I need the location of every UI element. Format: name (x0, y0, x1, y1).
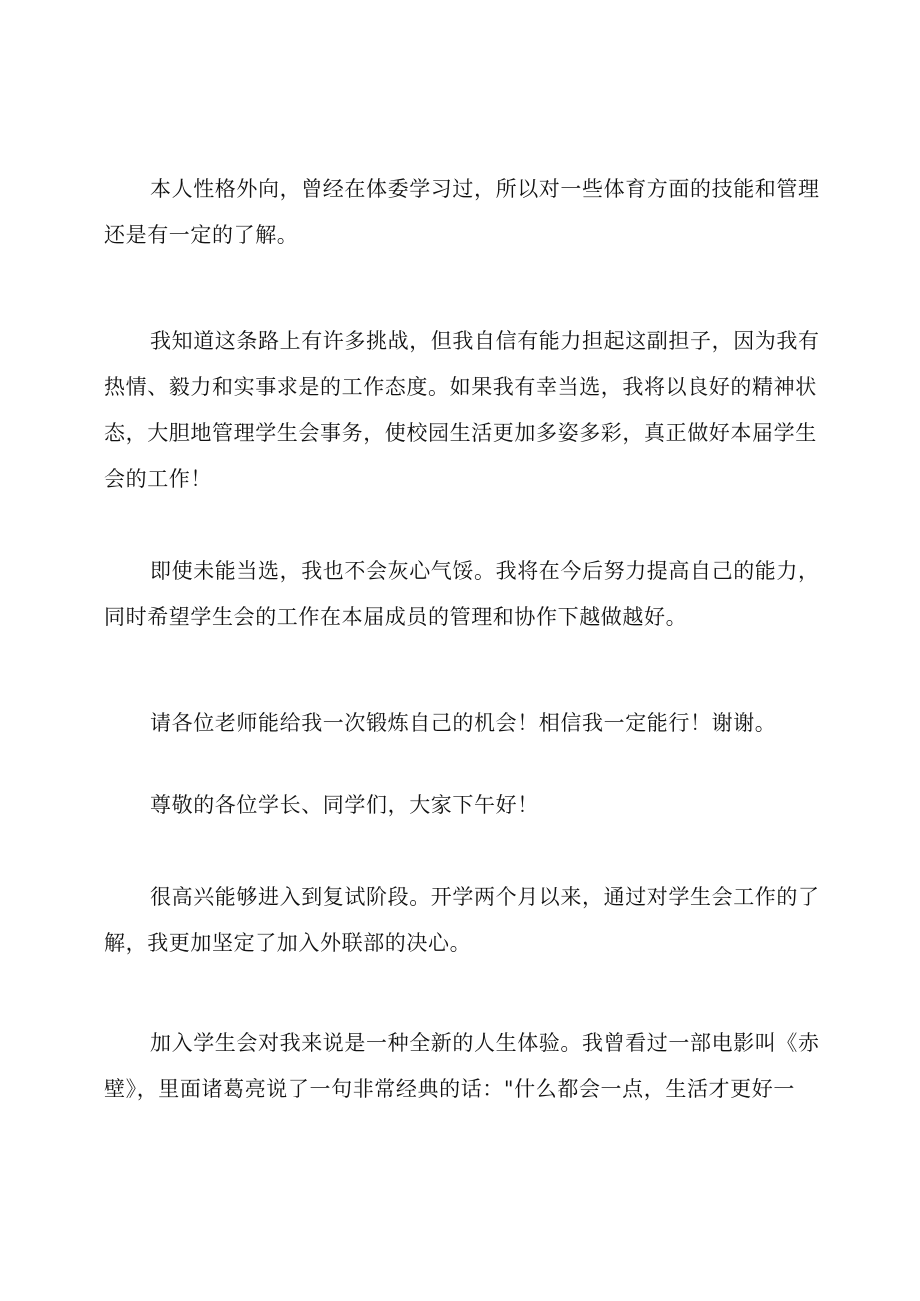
paragraph-second-round: 很高兴能够进入到复试阶段。开学两个月以来，通过对学生会工作的了解，我更加坚定了加入外联部的决心。 (104, 885, 820, 955)
paragraph-personality: 本人性格外向，曾经在体委学习过，所以对一些体育方面的技能和管理还是有一定的了解。 (104, 177, 820, 247)
paragraph-if-not-elected: 即使未能当选，我也不会灰心气馁。我将在今后努力提高自己的能力，同时希望学生会的工作在本届成员的管理和协作下越做越好。 (104, 559, 820, 629)
paragraph-greeting: 尊敬的各位学长、同学们，大家下午好！ (150, 793, 539, 817)
paragraph-new-experience: 加入学生会对我来说是一种全新的人生体验。我曾看过一部电影叫《赤壁》，里面诸葛亮说了一句非常经典的话："什么都会一点，生活才更好一 (104, 1031, 820, 1101)
paragraph-request: 请各位老师能给我一次锻炼自己的机会！相信我一定能行！谢谢。 (150, 711, 777, 735)
paragraph-confidence: 我知道这条路上有许多挑战，但我自信有能力担起这副担子，因为我有热情、毅力和实事求是的工作态度。如果我有幸当选，我将以良好的精神状态，大胆地管理学生会事务，使校园生活更加多姿多彩，真正做好本届学生会的工作！ (104, 329, 820, 491)
